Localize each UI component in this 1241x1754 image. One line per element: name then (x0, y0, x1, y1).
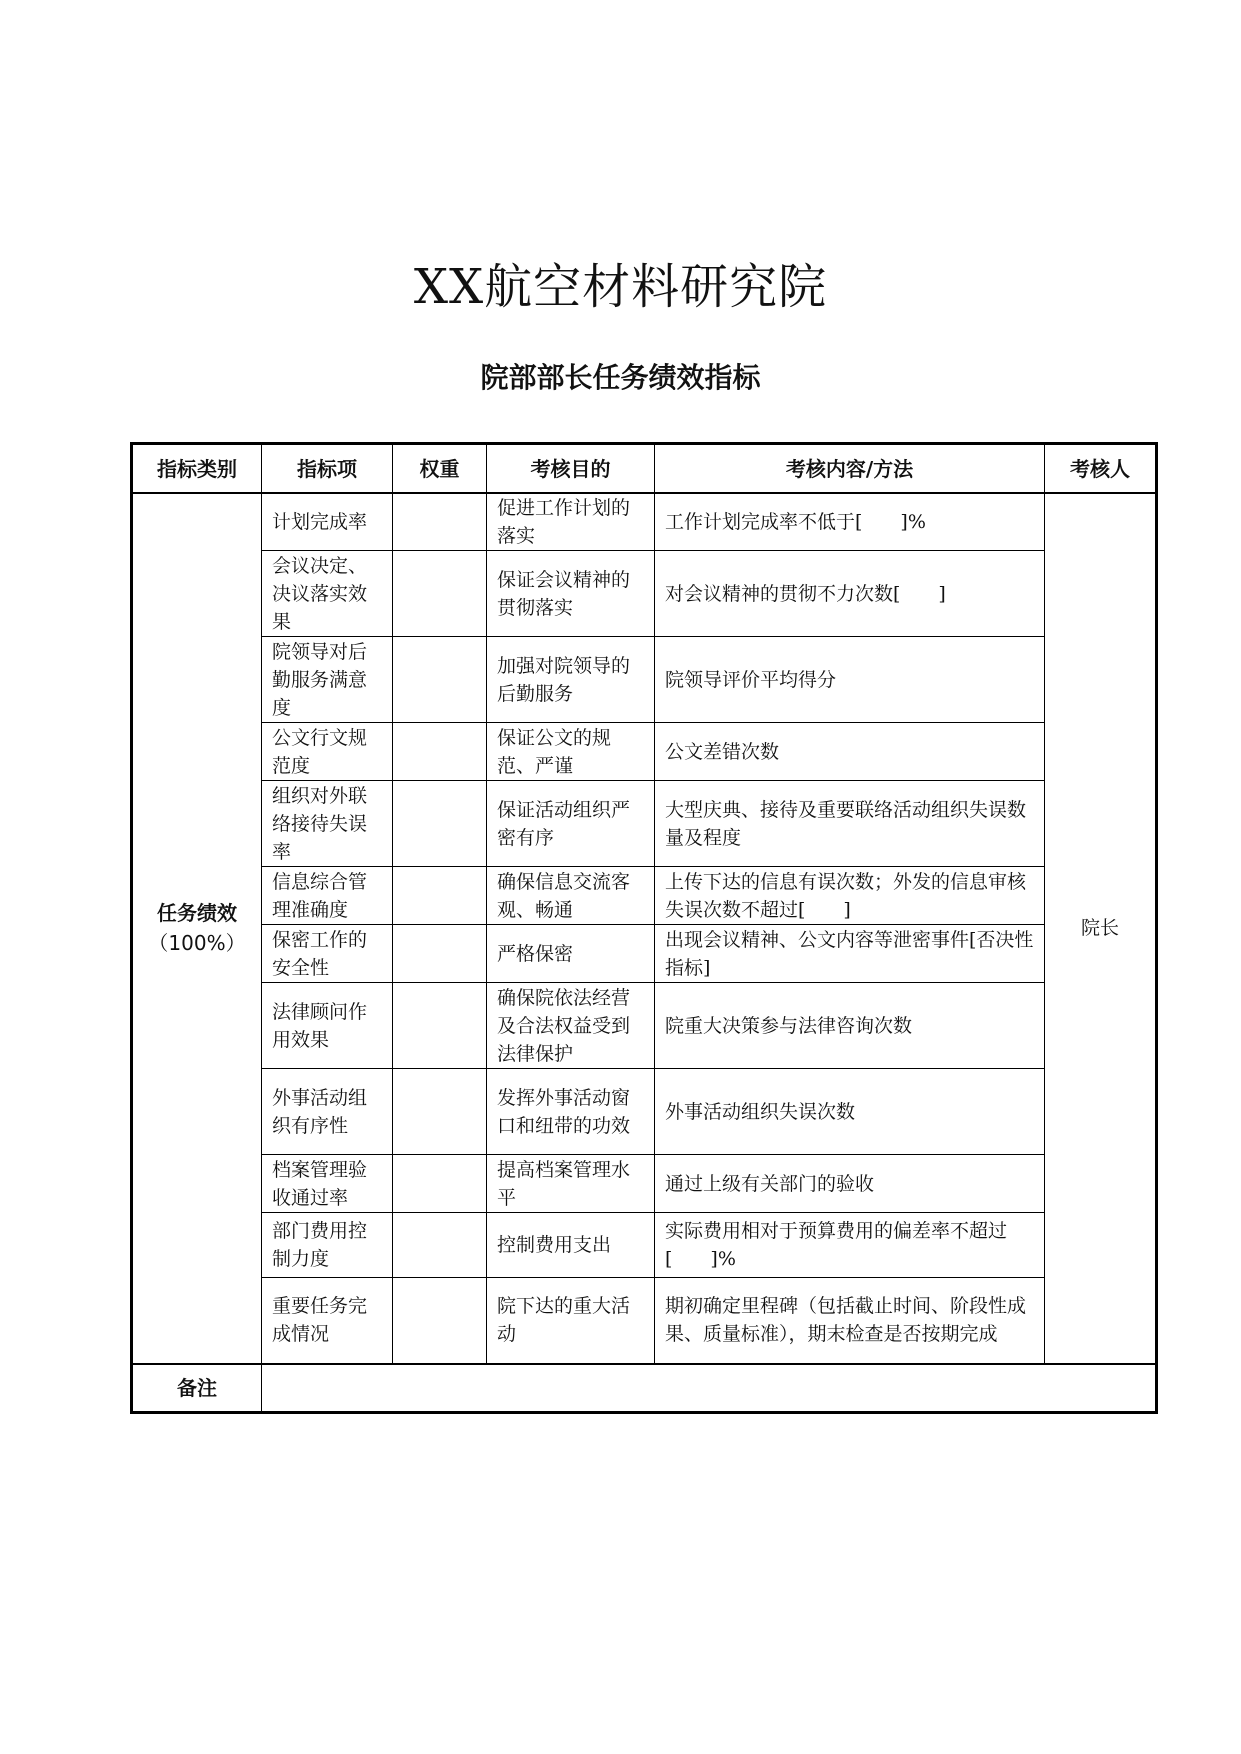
weight-cell (393, 1155, 487, 1213)
weight-cell (393, 983, 487, 1069)
item-cell: 计划完成率 (262, 493, 393, 551)
table-row (132, 493, 1157, 551)
table-row (132, 1213, 1157, 1278)
item-cell: 重要任务完成情况 (262, 1278, 393, 1364)
note-value (262, 1364, 1157, 1413)
table-row (132, 551, 1157, 637)
weight-cell (393, 723, 487, 781)
method-cell: 大型庆典、接待及重要联络活动组织失误数量及程度 (655, 781, 1045, 867)
header-method: 考核内容/方法 (655, 444, 1045, 494)
table-row (132, 983, 1157, 1069)
item-cell: 会议决定、决议落实效果 (262, 551, 393, 637)
purpose-cell: 提高档案管理水平 (487, 1155, 655, 1213)
purpose-cell: 确保信息交流客观、畅通 (487, 867, 655, 925)
item-cell: 信息综合管理准确度 (262, 867, 393, 925)
purpose-cell: 发挥外事活动窗口和纽带的功效 (487, 1069, 655, 1155)
method-cell: 外事活动组织失误次数 (655, 1069, 1045, 1155)
category-pct: （100%） (148, 931, 246, 956)
item-cell: 组织对外联络接待失误率 (262, 781, 393, 867)
item-cell: 保密工作的安全性 (262, 925, 393, 983)
weight-cell (393, 551, 487, 637)
method-cell: 出现会议精神、公文内容等泄密事件[否决性指标] (655, 925, 1045, 983)
item-cell: 部门费用控制力度 (262, 1213, 393, 1278)
purpose-cell: 保证会议精神的贯彻落实 (487, 551, 655, 637)
purpose-cell: 加强对院领导的后勤服务 (487, 637, 655, 723)
document-subtitle: 院部部长任务绩效指标 (480, 361, 761, 394)
weight-cell (393, 867, 487, 925)
note-row (132, 1364, 1157, 1413)
method-cell: 对会议精神的贯彻不力次数[ ] (655, 551, 1045, 637)
weight-cell (393, 1278, 487, 1364)
header-weight: 权重 (393, 444, 487, 494)
weight-cell (393, 1069, 487, 1155)
method-cell: 上传下达的信息有误次数；外发的信息审核失误次数不超过[ ] (655, 867, 1045, 925)
document-title: XX航空材料研究院 (413, 259, 828, 315)
weight-cell (393, 925, 487, 983)
header-reviewer: 考核人 (1045, 444, 1157, 494)
table-row (132, 637, 1157, 723)
table-row (132, 925, 1157, 983)
table-row (132, 1278, 1157, 1364)
method-cell: 院领导评价平均得分 (655, 637, 1045, 723)
purpose-cell: 院下达的重大活动 (487, 1278, 655, 1364)
category-cell (132, 493, 262, 1364)
table-header-row (132, 444, 1157, 494)
item-cell: 院领导对后勤服务满意度 (262, 637, 393, 723)
purpose-cell: 保证活动组织严密有序 (487, 781, 655, 867)
purpose-cell: 确保院依法经营及合法权益受到法律保护 (487, 983, 655, 1069)
weight-cell (393, 781, 487, 867)
item-cell: 法律顾问作用效果 (262, 983, 393, 1069)
table-row (132, 1069, 1157, 1155)
weight-cell (393, 637, 487, 723)
category-label: 任务绩效 (157, 901, 237, 926)
purpose-cell: 严格保密 (487, 925, 655, 983)
reviewer-cell: 院长 (1045, 493, 1157, 1364)
kpi-table (130, 442, 1158, 1414)
header-purpose: 考核目的 (487, 444, 655, 494)
weight-cell (393, 1213, 487, 1278)
table-row (132, 1155, 1157, 1213)
method-cell: 通过上级有关部门的验收 (655, 1155, 1045, 1213)
weight-cell (393, 493, 487, 551)
method-cell: 工作计划完成率不低于[ ]% (655, 493, 1045, 551)
table-row (132, 781, 1157, 867)
method-cell: 院重大决策参与法律咨询次数 (655, 983, 1045, 1069)
purpose-cell: 促进工作计划的落实 (487, 493, 655, 551)
purpose-cell: 控制费用支出 (487, 1213, 655, 1278)
header-item: 指标项 (262, 444, 393, 494)
method-cell: 期初确定里程碑（包括截止时间、阶段性成果、质量标准），期末检查是否按期完成 (655, 1278, 1045, 1364)
method-cell: 公文差错次数 (655, 723, 1045, 781)
item-cell: 外事活动组织有序性 (262, 1069, 393, 1155)
method-cell: 实际费用相对于预算费用的偏差率不超过[ ]% (655, 1213, 1045, 1278)
header-category: 指标类别 (132, 444, 262, 494)
table-row (132, 723, 1157, 781)
purpose-cell: 保证公文的规范、严谨 (487, 723, 655, 781)
table-row (132, 867, 1157, 925)
item-cell: 档案管理验收通过率 (262, 1155, 393, 1213)
item-cell: 公文行文规范度 (262, 723, 393, 781)
note-label: 备注 (132, 1364, 262, 1413)
